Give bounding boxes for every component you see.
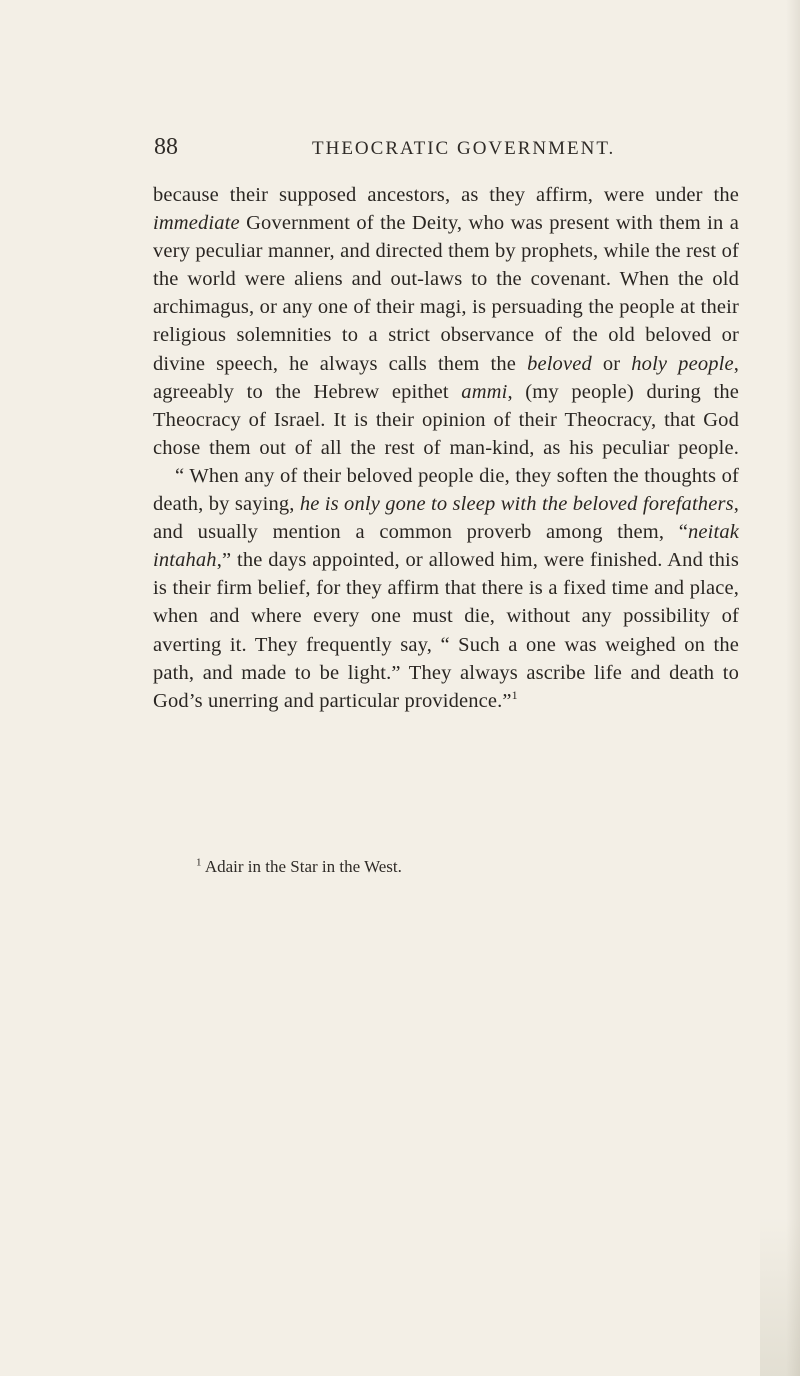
text-run: ,” the days appointed, or allowed him, were finished. And this is their firm belief, for they affirm that there is a fixed time and place, when and where every one must die, without any possibility of averting it. They frequently say, “ Such a one was weighed on the path, and made to be light.” They always ascribe life and death to God’s unerring and particular providence.” (153, 549, 739, 712)
running-header (154, 130, 624, 164)
text-run: or (591, 352, 632, 375)
italic-run: ammi (461, 380, 508, 403)
page-edge-shadow (786, 0, 800, 1376)
text-run: , (my people) during the Theocracy of Israel. It is their opinion of their Theocracy, that God chose them out of all the rest of man-kind, as his peculiar people. (153, 380, 739, 459)
footnote-reference[interactable]: 1 (511, 687, 518, 702)
text-run: “ When any of their beloved people die, they soften the thoughts of death, by saying, (153, 464, 739, 516)
italic-run: beloved (527, 352, 592, 375)
text-run: , agreeably to the Hebrew epithet (153, 352, 739, 403)
italic-run: neitak intahah (153, 521, 739, 572)
page-corner-stain (760, 1216, 800, 1376)
text-run: because their supposed ancestors, as they affirm, were under the (153, 184, 739, 206)
footnote (196, 855, 656, 879)
footnote-text: Adair in the Star in the West. (204, 857, 402, 876)
paragraph (153, 181, 739, 462)
paragraph (153, 462, 739, 715)
text-run: Government of the Deity, who was present with them in a very peculiar manner, and directed them by prophets, while the rest of the world were aliens and out-laws to the covenant. When the old archimagus, or any one of their magi, is persuading the people at their religious solemnities to a strict observance of the old beloved or divine speech, he always calls them the (153, 212, 739, 375)
text-run: , and usually mention a common proverb among them, “ (153, 493, 739, 544)
body-text (153, 181, 739, 715)
italic-run: holy people (631, 352, 734, 375)
running-title: THEOCRATIC GOVERNMENT. (312, 138, 616, 159)
italic-run: he is only gone to sleep with the beloved forefathers (299, 493, 734, 516)
page-number: 88 (154, 134, 178, 160)
footnote-marker: 1 (196, 856, 202, 869)
italic-run: immediate (153, 212, 240, 235)
